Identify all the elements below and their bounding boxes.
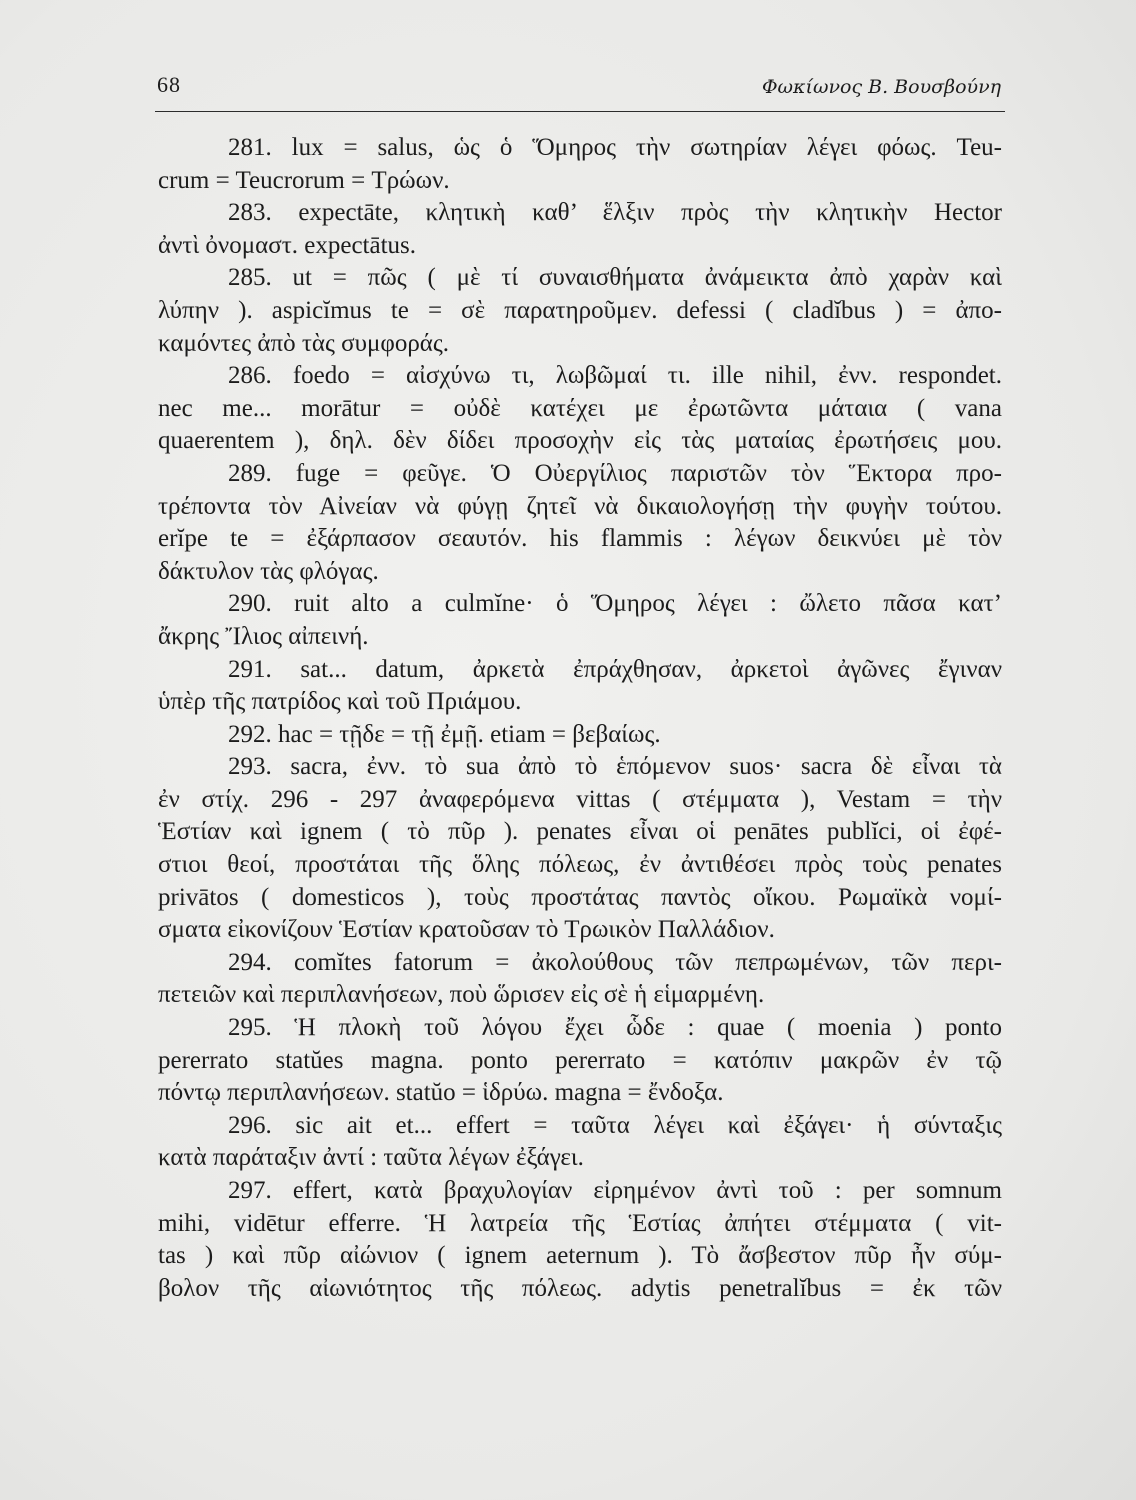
text-line: 294. comĭtes fatorum = ἀκολούθους τῶν πεπρωμένων, τῶν περι- — [228, 948, 1002, 976]
text-line: σματα εἰκονίζουν Ἑστίαν κρατοῦσαν τὸ Τρωικὸν Παλλάδιον. — [158, 916, 775, 944]
text-line: βολον τῆς αἰωνιότητος τῆς πόλεως. adytis penetralĭbus = ἐκ τῶν — [158, 1274, 1002, 1302]
text-line: ἀντὶ ὀνομαστ. expectātus. — [158, 231, 417, 259]
text-line: ἄκρης Ἴλιος αἰπεινή. — [158, 622, 369, 650]
text-line: nec me... morātur = οὐδὲ κατέχει με ἐρωτῶντα μάταια ( vana — [158, 394, 1002, 422]
text-line: 283. expectāte, κλητικὴ καθ’ ἕλξιν πρὸς τὴν κλητικὴν Hector — [228, 199, 1002, 227]
text-line: quaerentem ), δηλ. δὲν δίδει προσοχὴν εἰς τὰς ματαίας ἐρωτήσεις μου. — [158, 427, 1002, 455]
commentary-text — [158, 132, 1002, 1305]
running-head: Φωκίωνος Β. Βουσβούνη — [761, 76, 1001, 98]
text-line: 297. effert, κατὰ βραχυλογίαν εἰρημένον ἀντὶ τοῦ : per somnum — [228, 1177, 1002, 1204]
page-header — [155, 68, 1005, 108]
text-line: 295. Ἡ πλοκὴ τοῦ λόγου ἔχει ὧδε : quae ( moenia ) ponto — [228, 1014, 1002, 1042]
text-line: πετειῶν καὶ περιπλανήσεων, ποὺ ὥρισεν εἰς σὲ ἡ εἱμαρμένη. — [158, 981, 765, 1009]
text-line: Ἑστίαν καὶ ignem ( τὸ πῦρ ). penates εἶναι οἱ penātes publĭci, οἱ ἐφέ- — [158, 818, 1002, 846]
text-line: κατὰ παράταξιν ἀντί : ταῦτα λέγων ἐξάγει. — [158, 1144, 584, 1172]
text-line: crum = Teucrorum = Τρώων. — [158, 166, 450, 194]
text-line: 296. sic ait et... effert = ταῦτα λέγει καὶ ἐξάγει· ἡ σύνταξις — [228, 1111, 1002, 1139]
text-line: δάκτυλον τὰς φλόγας. — [158, 557, 379, 585]
text-line: 289. fuge = φεῦγε. Ὁ Οὐεργίλιος παριστῶν τὸν Ἕκτορα προ- — [228, 459, 1002, 487]
text-line: ὑπὲρ τῆς πατρίδος καὶ τοῦ Πριάμου. — [158, 688, 522, 716]
text-line: 291. sat... datum, ἀρκετὰ ἐπράχθησαν, ἀρκετοὶ ἀγῶνες ἔγιναν — [228, 655, 1002, 683]
text-line: 292. hac = τῇδε = τῇ ἐμῇ. etiam = βεβαίως. — [228, 720, 661, 748]
text-line: erĭpe te = ἐξάρπασον σεαυτόν. his flammis : λέγων δεικνύει μὲ τὸν — [158, 525, 1002, 553]
text-line: τρέποντα τὸν Αἰνείαν νὰ φύγῃ ζητεῖ νὰ δικαιολογήσῃ τὴν φυγὴν τούτου. — [158, 492, 1002, 520]
text-line: tas ) καὶ πῦρ αἰώνιον ( ignem aeternum ). Τὸ ἄσβεστον πῦρ ἦν σύμ- — [158, 1242, 1002, 1270]
text-line: στιοι θεοί, προστάται τῆς ὅλης πόλεως, ἐν ἀντιθέσει πρὸς τοὺς penates — [158, 851, 1002, 879]
text-line: 285. ut = πῶς ( μὲ τί συναισθήματα ἀνάμεικτα ἀπὸ χαρὰν καὶ — [228, 264, 1002, 292]
text-line: 290. ruit alto a culmĭne· ὁ Ὅμηρος λέγει : ὤλετο πᾶσα κατ’ — [228, 590, 1002, 618]
text-line: pererrato statŭes magna. ponto pererrato = κατόπιν μακρῶν ἐν τῷ — [158, 1046, 1002, 1074]
text-line: mihi, vidētur efferre. Ἡ λατρεία τῆς Ἑστίας ἀπήτει στέμματα ( vit- — [158, 1209, 1002, 1237]
text-line: ἐν στίχ. 296 - 297 ἀναφερόμενα vittas ( στέμματα ), Vestam = τὴν — [158, 785, 1002, 813]
text-line: λύπην ). aspicĭmus te = σὲ παρατηροῦμεν. defessi ( cladĭbus ) = ἀπο- — [158, 296, 1002, 324]
text-line: πόντῳ περιπλανήσεων. statŭo = ἱδρύω. magna = ἔνδοξα. — [158, 1079, 724, 1107]
page-number: 68 — [157, 72, 181, 97]
text-line: 281. lux = salus, ὡς ὁ Ὅμηρος τὴν σωτηρίαν λέγει φόως. Teu- — [228, 134, 1002, 161]
text-line: 293. sacra, ἐνν. τὸ sua ἀπὸ τὸ ἑπόμενον suos· sacra δὲ εἶναι τὰ — [228, 753, 1002, 781]
header-rule — [155, 111, 1005, 112]
text-line: καμόντες ἀπὸ τὰς συμφοράς. — [158, 329, 450, 357]
text-line: privātos ( domesticos ), τοὺς προστάτας παντὸς οἴκου. Ρωμαϊκὰ νομί- — [158, 883, 1002, 911]
text-line: 286. foedo = αἰσχύνω τι, λωβῶμαί τι. ille nihil, ἐνν. respondet. — [228, 362, 1002, 390]
